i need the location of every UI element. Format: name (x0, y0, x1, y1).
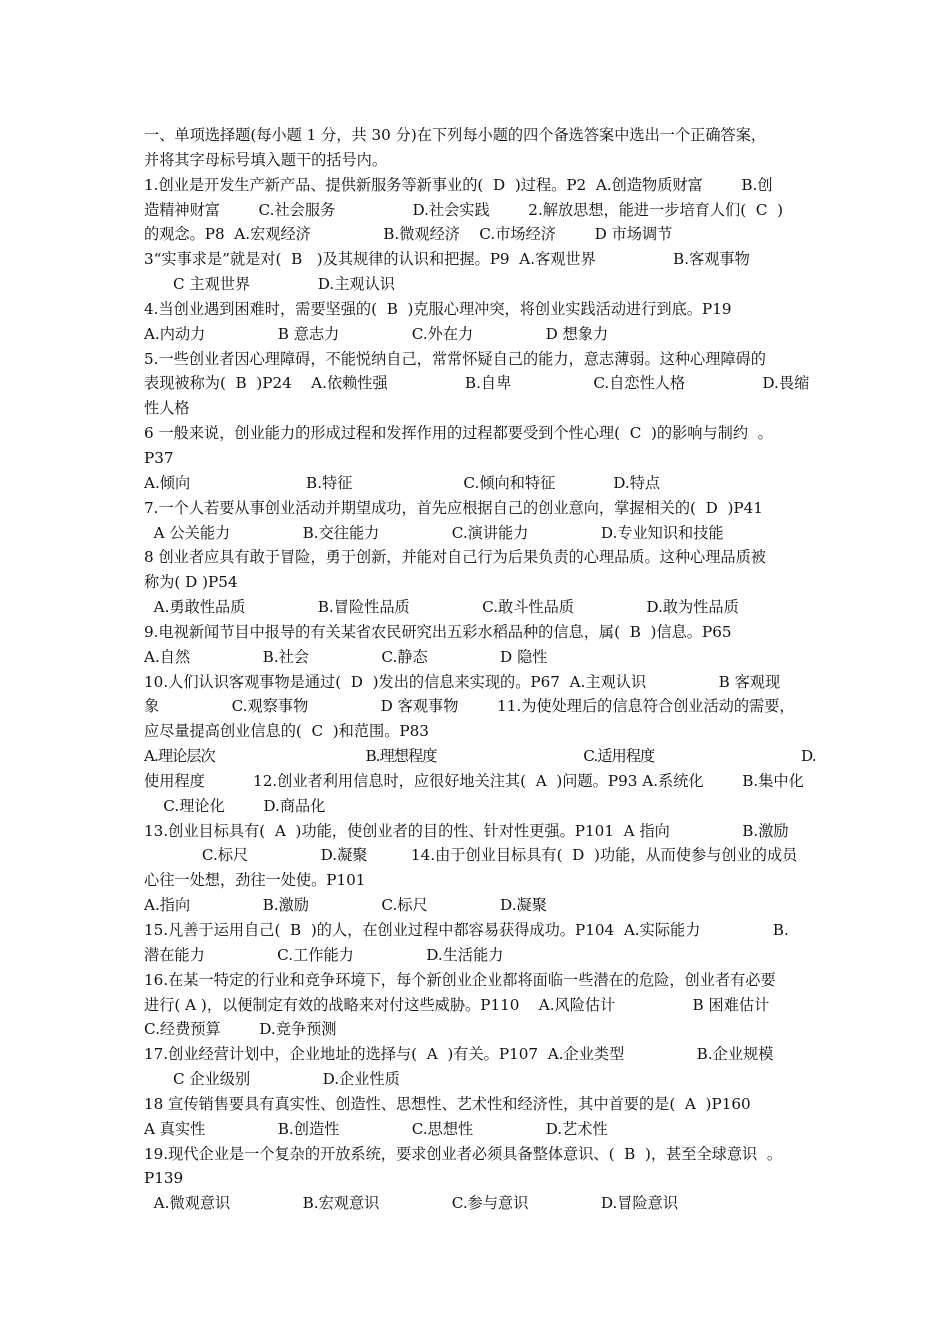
text-line: C.理论化 D.商品化 (144, 796, 326, 815)
text-line: 4.当创业遇到困难时，需要坚强的( B )克服心理冲突，将创业实践活动进行到底。P19 (144, 299, 732, 318)
text-line: 心往一处想，劲往一处使。P101 (144, 871, 366, 890)
text-line: 应尽量提高创业信息的( C )和范围。P83 (144, 722, 429, 741)
text-line: 1.创业是开发生产新产品、提供新服务等新事业的( D )过程。P2 A.创造物质财富 B.创 (144, 175, 773, 194)
text-line: A.内动力 B 意志力 C.外在力 D 想象力 (144, 324, 609, 343)
text-line: A.自然 B.社会 C.静态 D 隐性 (144, 647, 548, 666)
text-line: 使用程度 12.创业者利用信息时，应很好地关注其( A )问题。P93 A.系统化 B.集中化 (144, 771, 804, 790)
text-line: 16.在某一特定的行业和竞争环境下，每个新创业企业都将面临一些潜在的危险，创业者有必要 (144, 970, 776, 989)
text-line: A 公关能力 B.交往能力 C.演讲能力 D.专业知识和技能 (144, 523, 724, 542)
text-line: 潜在能力 C.工作能力 D.生活能力 (144, 945, 504, 964)
text-line: A.倾向 B.特征 C.倾向和特征 D.特点 (144, 473, 661, 492)
text-line: 7.一个人若要从事创业活动并期望成功，首先应根据自己的创业意向，掌握相关的( D )P41 (144, 498, 763, 517)
text-line: 并将其字母标号填入题干的括号内。 (144, 150, 387, 169)
text-line: 象 C.观察事物 D 客观事物 11.为使处理后的信息符合创业活动的需要， (144, 697, 795, 716)
text-line: 8 创业者应具有敢于冒险，勇于创新，并能对自己行为后果负责的心理品质。这种心理品质被 (144, 548, 766, 567)
text-line: P37 (144, 448, 174, 467)
text-line: 的观念。P8 A.宏观经济 B.微观经济 C.市场经济 D 市场调节 (144, 225, 673, 244)
text-line: 18 宣传销售要具有真实性、创造性、思想性、艺术性和经济性，其中首要的是( A )P160 (144, 1094, 751, 1113)
text-line: A.指向 B.激励 C.标尺 D.凝聚 (144, 896, 547, 915)
text-line: 一、单项选择题(每小题 1 分，共 30 分)在下列每小题的四个备选答案中选出一个正确答案， (144, 126, 767, 144)
text-line: 10.人们认识客观事物是通过( D )发出的信息来实现的。P67 A.主观认识 B 客观现 (144, 672, 781, 691)
text-line: 5.一些创业者因心理障碍，不能悦纳自己，常常怀疑自己的能力，意志薄弱。这种心理障碍的 (144, 349, 766, 368)
text-line: C 企业级别 D.企业性质 (144, 1070, 400, 1089)
text-line: 9.电视新闻节目中报导的有关某省农民研究出五彩水稻品种的信息，属( B )信息。P65 (144, 622, 732, 641)
text-line: A.微观意识 B.宏观意识 C.参与意识 D.冒险意识 (144, 1194, 679, 1213)
text-line: 称为( D )P54 (144, 573, 238, 592)
text-line: 表现被称为( B )P24 A.依赖性强 B.自卑 C.自恋性人格 D.畏缩 (144, 374, 810, 393)
text-line: 性人格 (144, 399, 190, 418)
text-line: A.勇敢性品质 B.冒险性品质 C.敢斗性品质 D.敢为性品质 (144, 598, 739, 617)
text-line: 3“实事求是”就是对( B )及其规律的认识和把握。P9 A.客观世界 B.客观事物 (144, 250, 750, 269)
document-body (144, 123, 814, 1216)
text-line: 19.现代企业是一个复杂的开放系统，要求创业者必须具备整体意识、( B )，甚至全球意识 。 (144, 1144, 783, 1163)
text-line: 17.创业经营计划中，企业地址的选择与( A )有关。P107 A.企业类型 B.企业规模 (144, 1045, 774, 1064)
text-line: C 主观世界 D.主观认识 (144, 275, 395, 294)
text-line: 6 一般来说，创业能力的形成过程和发挥作用的过程都要受到个性心理( C )的影响与制约 。 (144, 424, 773, 443)
text-line: 造精神财富 C.社会服务 D.社会实践 2.解放思想，能进一步培育人们( C ) (144, 200, 784, 219)
text-line: C.经费预算 D.竞争预测 (144, 1020, 337, 1039)
text-line: A 真实性 B.创造性 C.思想性 D.艺术性 (144, 1119, 608, 1138)
text-line: 15.凡善于运用自己( B )的人，在创业过程中都容易获得成功。P104 A.实际能力 B. (144, 921, 789, 939)
text-line: P139 (144, 1169, 184, 1188)
text-line: C.标尺 D.凝聚 14.由于创业目标具有( D )功能，从而使参与创业的成员 (144, 846, 798, 865)
text-line: A.理论层次 B.理想程度 C.适用程度 D. (144, 747, 816, 766)
text-line: 进行( A )，以便制定有效的战略来对付这些威胁。P110 A.风险估计 B 困难估计 (144, 995, 770, 1014)
text-line: 13.创业目标具有( A )功能，使创业者的目的性、针对性更强。P101 A 指向 B.激励 (144, 821, 789, 840)
